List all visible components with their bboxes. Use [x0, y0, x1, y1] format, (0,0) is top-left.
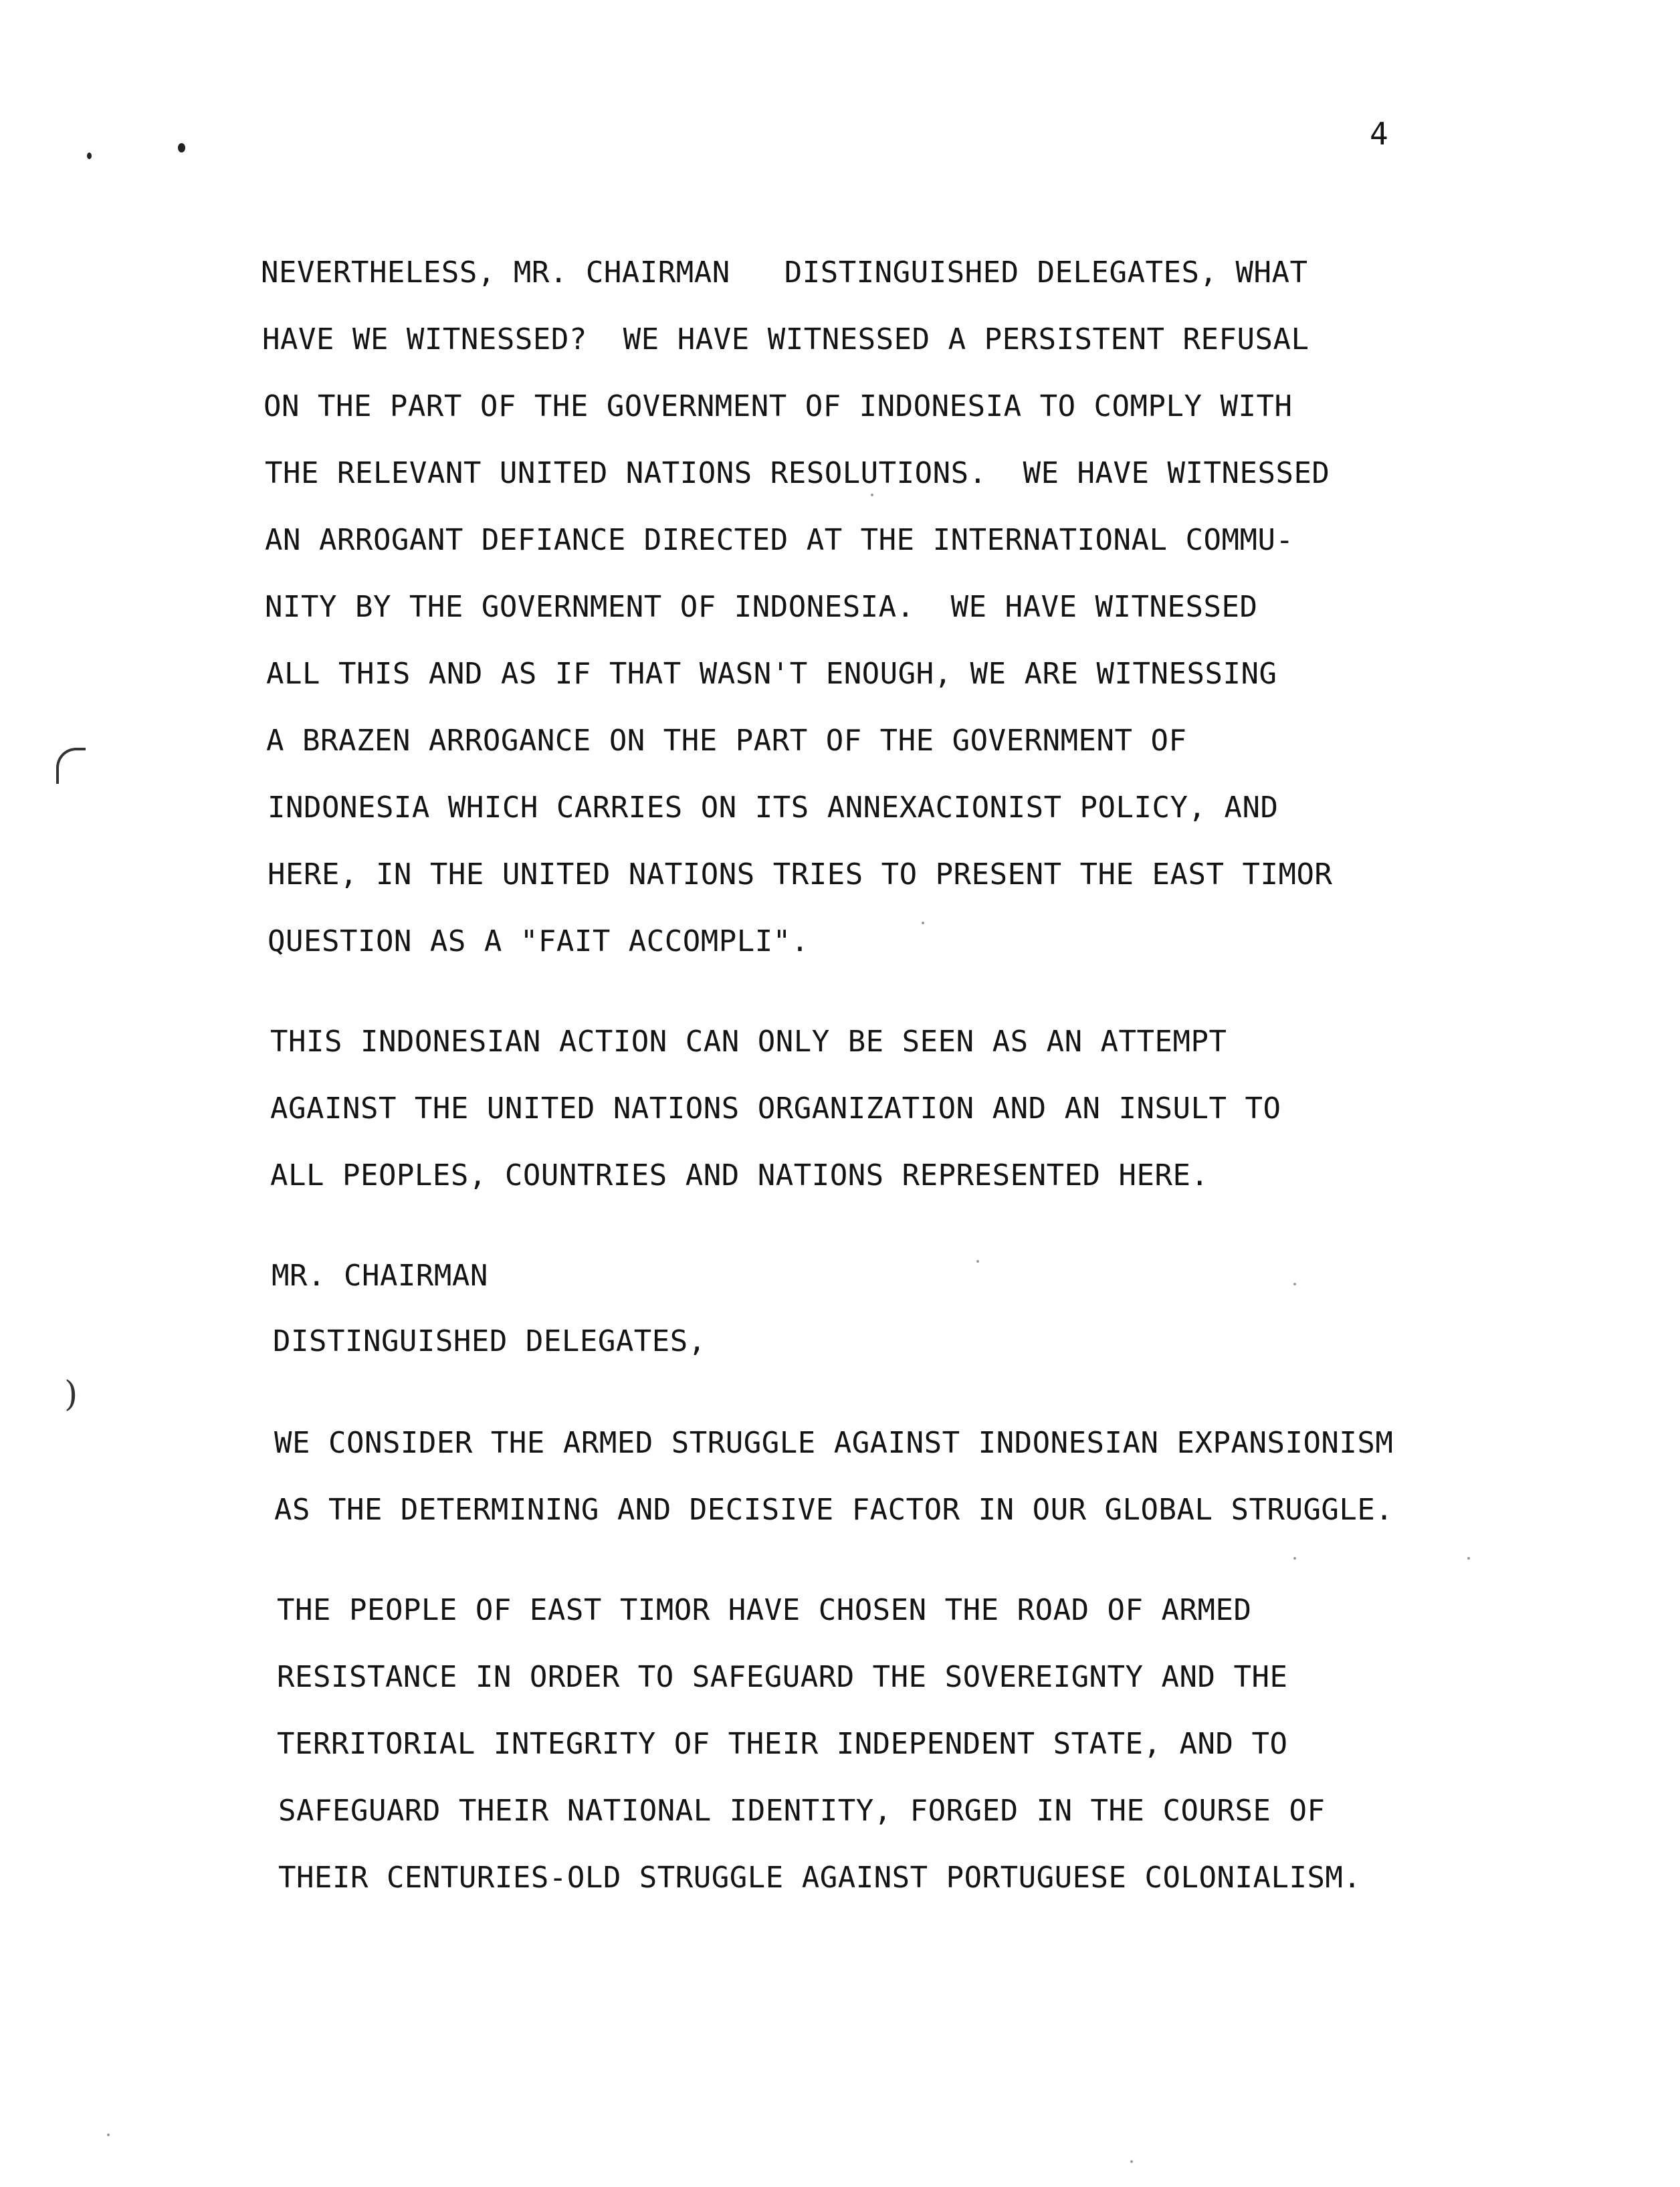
scan-speck: [871, 494, 873, 496]
paragraph-line: NEVERTHELESS, MR. CHAIRMAN DISTINGUISHED DELEGATES, WHAT: [261, 255, 1308, 290]
scan-speck: [976, 1260, 979, 1263]
paragraph-line: QUESTION AS A "FAIT ACCOMPLI".: [268, 924, 809, 958]
scan-paren-mark: ): [64, 1374, 78, 1415]
paragraph-line: WE CONSIDER THE ARMED STRUGGLE AGAINST INDONESIAN EXPANSIONISM: [274, 1426, 1394, 1460]
paragraph-line: TERRITORIAL INTEGRITY OF THEIR INDEPENDENT STATE, AND TO: [277, 1727, 1288, 1761]
scan-speck: [1130, 2160, 1133, 2163]
paragraph-line: RESISTANCE IN ORDER TO SAFEGUARD THE SOVEREIGNTY AND THE: [277, 1660, 1288, 1694]
scan-speck: [922, 922, 924, 924]
paragraph-line: INDONESIA WHICH CARRIES ON ITS ANNEXACIONIST POLICY, AND: [268, 791, 1279, 825]
scan-dot-mark: [178, 143, 185, 152]
paragraph-line: THE PEOPLE OF EAST TIMOR HAVE CHOSEN THE ROAD OF ARMED: [277, 1593, 1252, 1627]
paragraph-line: THEIR CENTURIES-OLD STRUGGLE AGAINST PORTUGUESE COLONIALISM.: [278, 1861, 1362, 1895]
scan-bracket-mark: [56, 748, 86, 784]
paragraph-line: NITY BY THE GOVERNMENT OF INDONESIA. WE HAVE WITNESSED: [265, 590, 1258, 624]
paragraph-line: A BRAZEN ARROGANCE ON THE PART OF THE GOVERNMENT OF: [266, 724, 1187, 758]
scan-speck: [1293, 1283, 1296, 1285]
paragraph-line: AS THE DETERMINING AND DECISIVE FACTOR IN OUR GLOBAL STRUGGLE.: [274, 1493, 1394, 1527]
paragraph-line: THE RELEVANT UNITED NATIONS RESOLUTIONS. WE HAVE WITNESSED: [265, 456, 1330, 490]
salutation-line: DISTINGUISHED DELEGATES,: [273, 1324, 706, 1358]
salutation-line: MR. CHAIRMAN: [272, 1259, 488, 1293]
paragraph-line: HERE, IN THE UNITED NATIONS TRIES TO PRESENT THE EAST TIMOR: [268, 857, 1333, 892]
scan-speck: [107, 2133, 110, 2136]
paragraph-line: HAVE WE WITNESSED? WE HAVE WITNESSED A PERSISTENT REFUSAL: [262, 322, 1309, 356]
paragraph-line: SAFEGUARD THEIR NATIONAL IDENTITY, FORGED IN THE COURSE OF: [278, 1794, 1326, 1828]
page-number: 4: [1370, 116, 1388, 152]
paragraph-line: AGAINST THE UNITED NATIONS ORGANIZATION AND AN INSULT TO: [270, 1091, 1281, 1126]
paragraph-line: ALL PEOPLES, COUNTRIES AND NATIONS REPRESENTED HERE.: [270, 1158, 1209, 1192]
paragraph-line: ALL THIS AND AS IF THAT WASN'T ENOUGH, WE ARE WITNESSING: [266, 657, 1277, 691]
paragraph-line: AN ARROGANT DEFIANCE DIRECTED AT THE INTERNATIONAL COMMU-: [265, 523, 1294, 557]
paragraph-line: ON THE PART OF THE GOVERNMENT OF INDONESIA TO COMPLY WITH: [264, 389, 1293, 423]
scan-dot-mark: [87, 152, 92, 159]
paragraph-line: THIS INDONESIAN ACTION CAN ONLY BE SEEN AS AN ATTEMPT: [270, 1025, 1227, 1059]
scan-speck: [1293, 1557, 1296, 1560]
scan-speck: [1467, 1557, 1470, 1560]
